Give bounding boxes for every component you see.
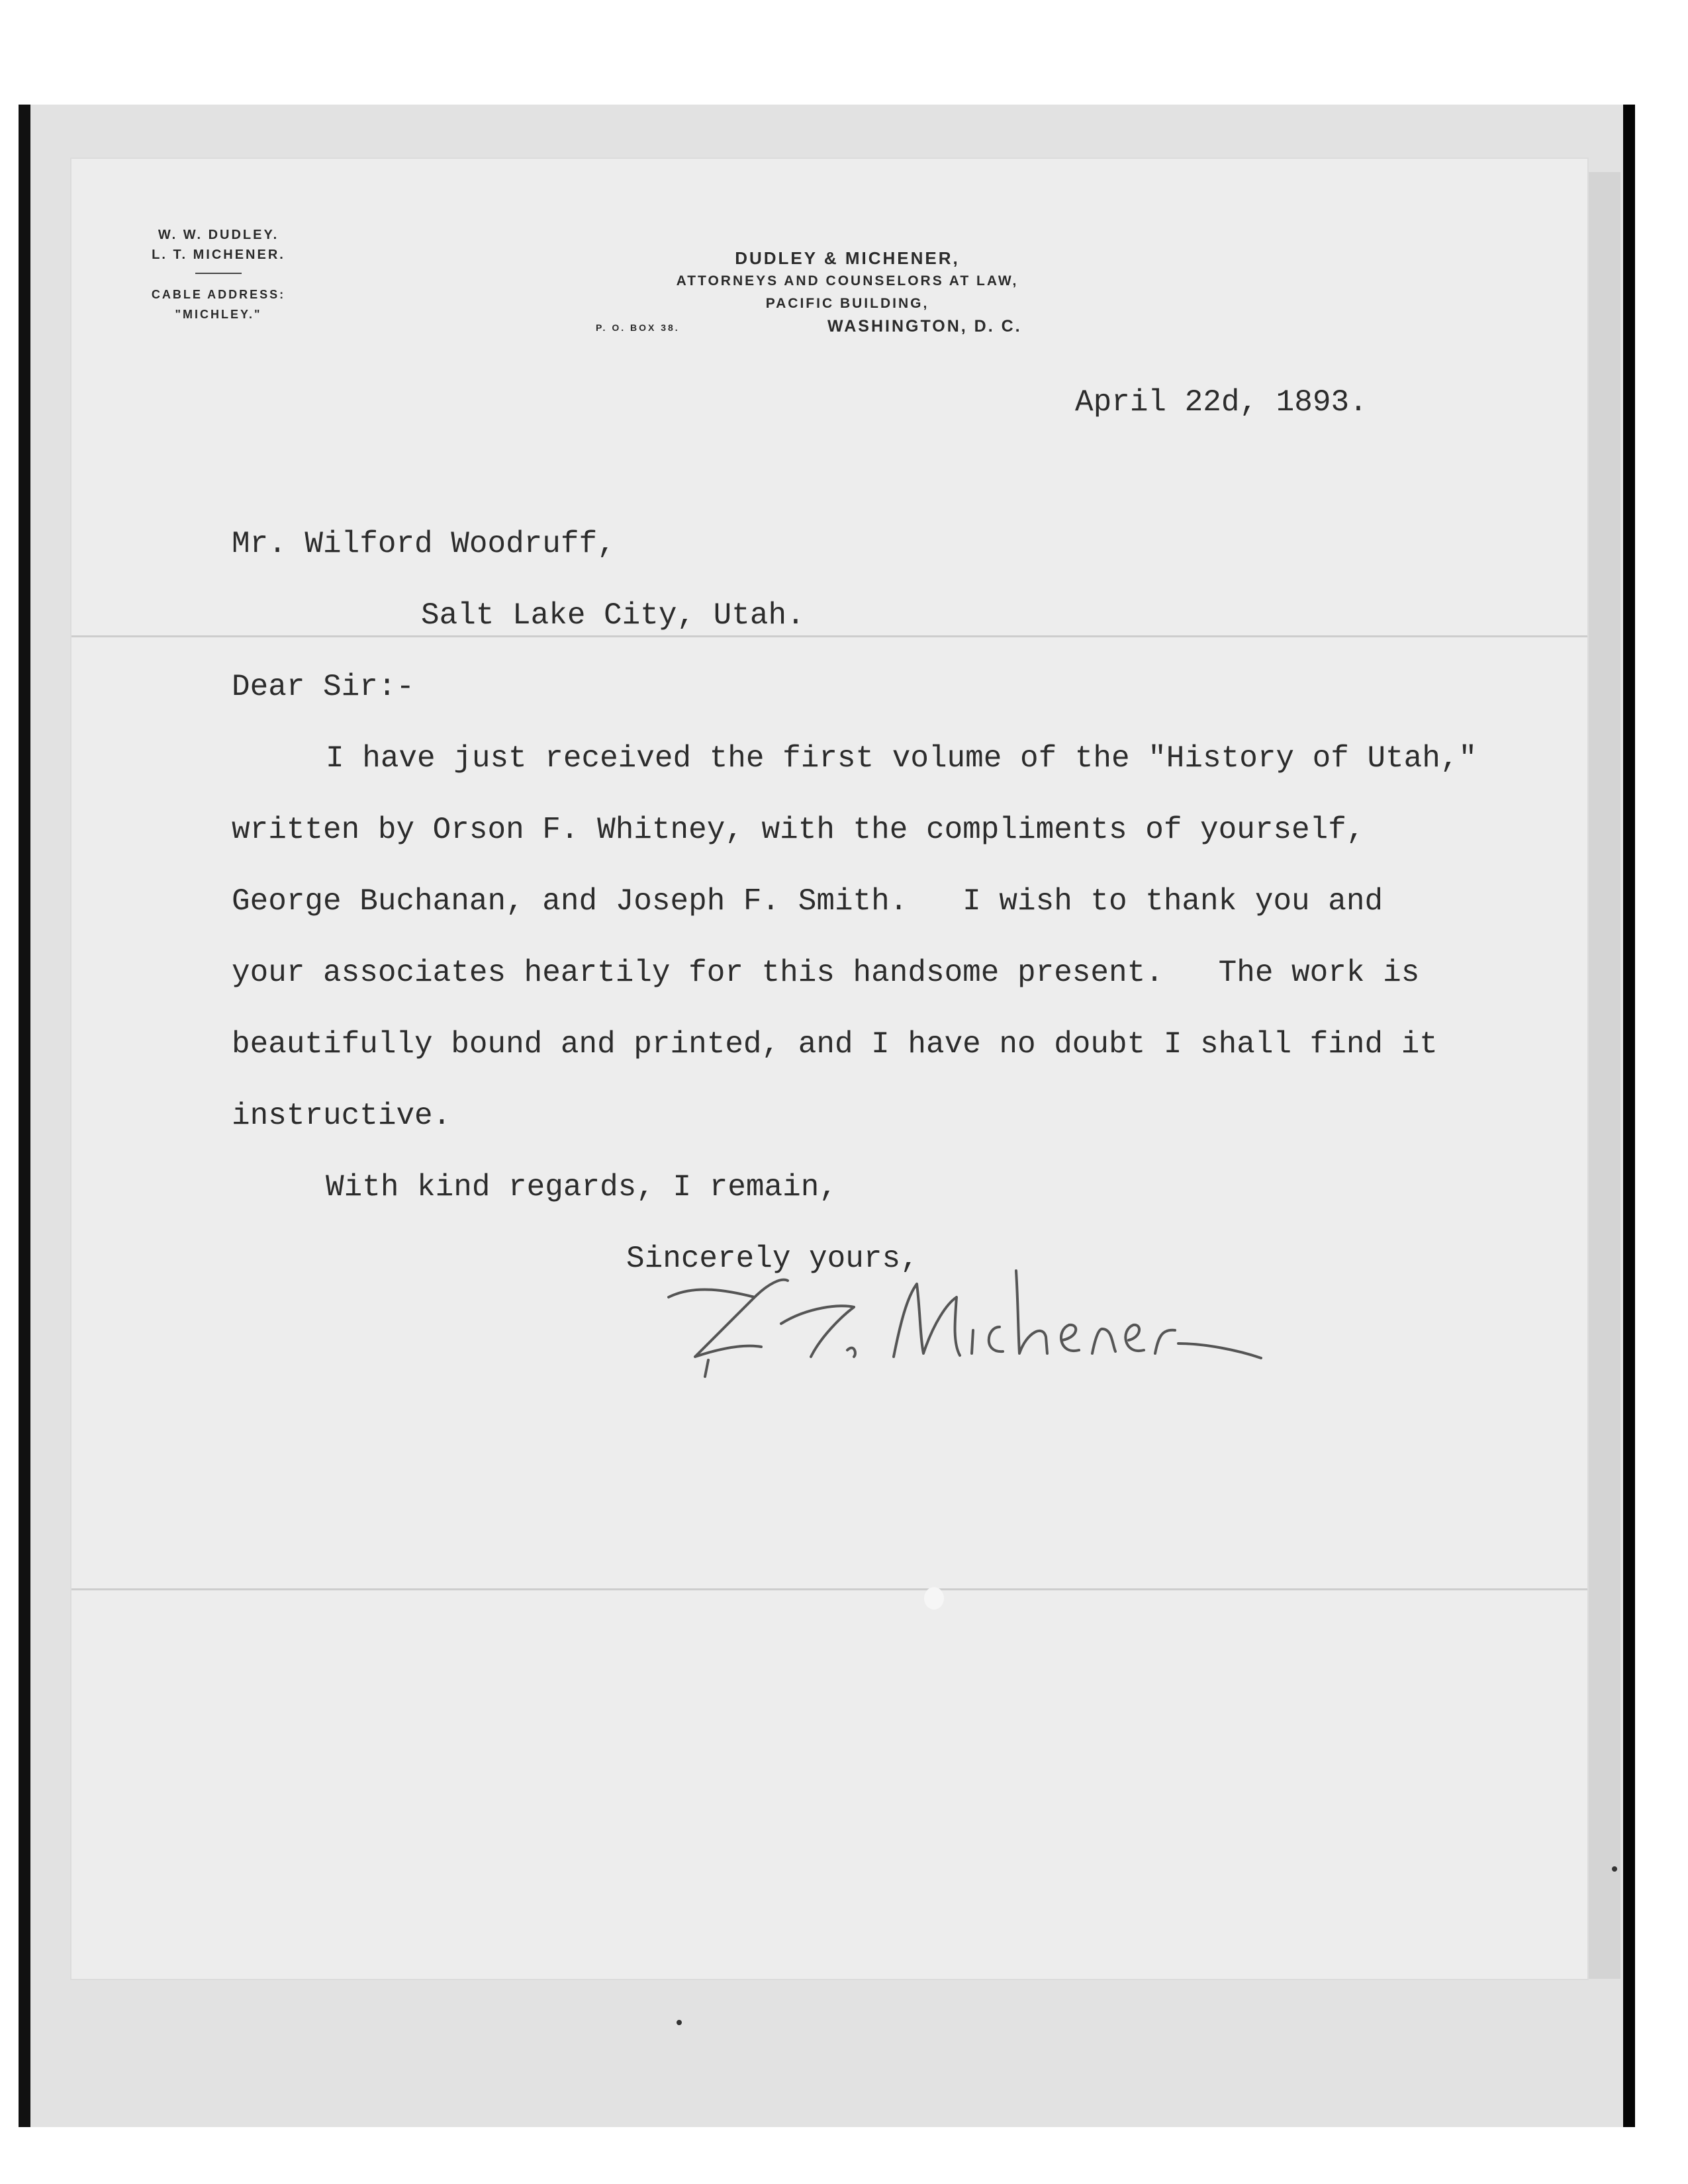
- paper-speck: [677, 2020, 682, 2025]
- salutation: Dear Sir:-: [232, 670, 415, 704]
- paper-fold: [71, 635, 1587, 637]
- partner-name: W. W. DUDLEY.: [158, 228, 279, 242]
- letter-date: April 22d, 1893.: [1075, 385, 1368, 420]
- body-line: I have just received the first volume of the "History of Utah,": [326, 741, 1477, 776]
- firm-city: WASHINGTON, D. C.: [827, 317, 1022, 336]
- body-line: your associates heartily for this handsome present. The work is: [232, 956, 1420, 990]
- divider: [195, 273, 242, 274]
- letterhead-partners: [132, 225, 305, 324]
- letter-sheet: [71, 159, 1587, 1979]
- cable-value: "MICHLEY.": [175, 308, 262, 321]
- recipient-location: Salt Lake City, Utah.: [421, 598, 805, 633]
- scan-border-right: [1623, 105, 1635, 2127]
- paper-shadow: [1587, 172, 1620, 1979]
- letterhead-firm: [583, 246, 1112, 338]
- paper-speck: [1612, 1866, 1617, 1872]
- body-line: beautifully bound and printed, and I have no doubt I shall find it: [232, 1027, 1438, 1062]
- body-line: George Buchanan, and Joseph F. Smith. I wish to thank you and: [232, 884, 1383, 919]
- body-line: instructive.: [232, 1099, 451, 1133]
- paper-hole: [924, 1587, 944, 1610]
- body-line: written by Orson F. Whitney, with the compliments of yourself,: [232, 813, 1365, 847]
- firm-name: DUDLEY & MICHENER,: [735, 248, 960, 268]
- firm-building: PACIFIC BUILDING,: [765, 296, 929, 311]
- cable-label: CABLE ADDRESS:: [151, 288, 286, 301]
- firm-subtitle: ATTORNEYS AND COUNSELORS AT LAW,: [676, 273, 1019, 289]
- scan-border-left: [19, 105, 30, 2127]
- po-box: P. O. BOX 38.: [596, 322, 680, 333]
- regards-line: With kind regards, I remain,: [326, 1170, 837, 1205]
- signature: [655, 1244, 1278, 1383]
- closing-line: Sincerely yours,: [626, 1242, 919, 1276]
- firm-address: [583, 315, 1112, 338]
- paper-fold: [71, 1588, 1587, 1590]
- recipient-name: Mr. Wilford Woodruff,: [232, 527, 616, 561]
- partner-name: L. T. MICHENER.: [152, 248, 285, 262]
